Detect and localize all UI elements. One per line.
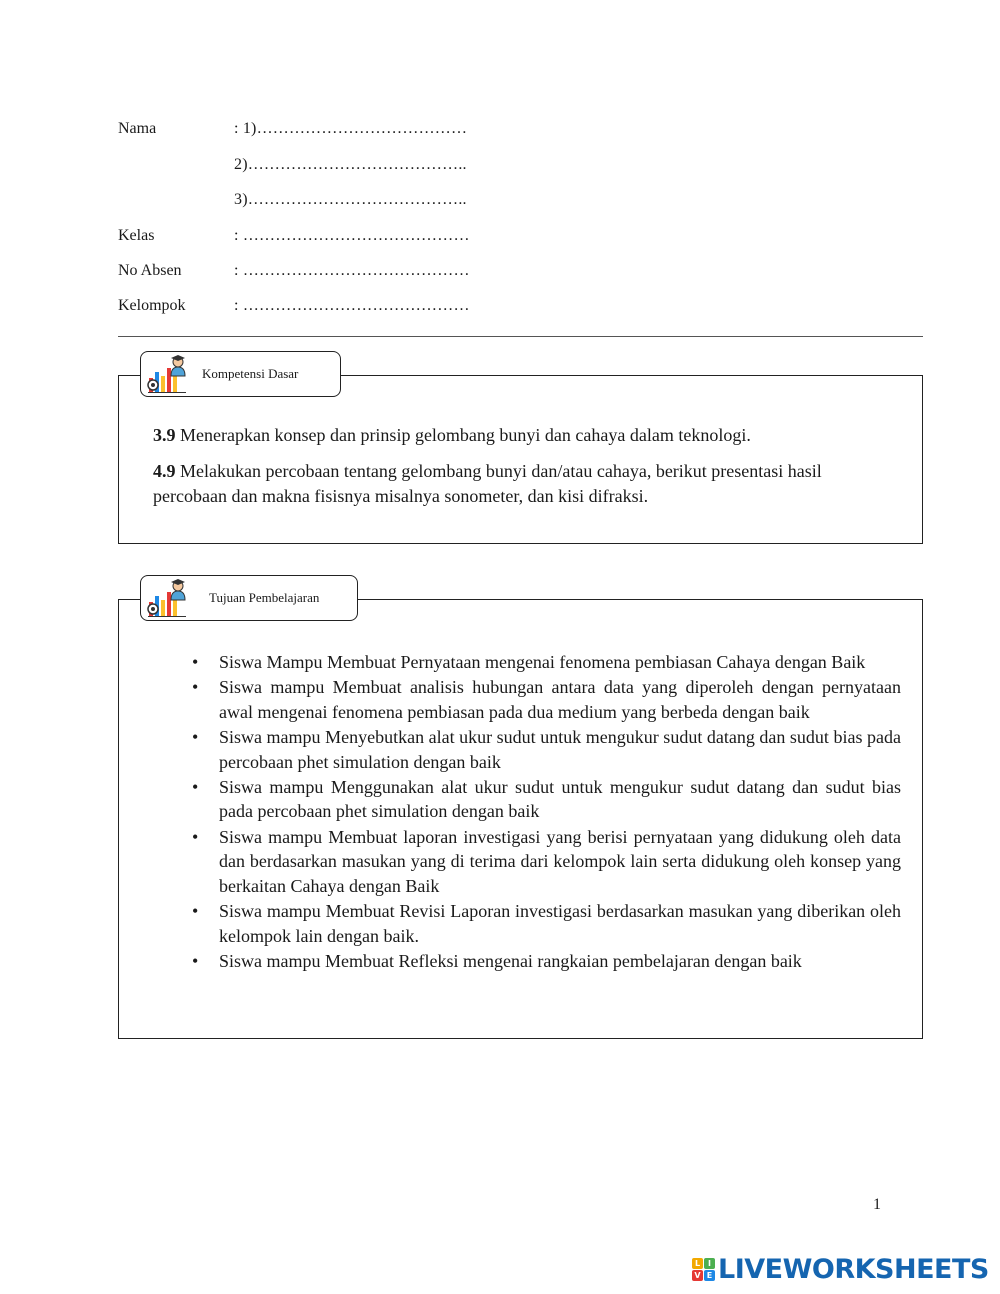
logo-letter: L bbox=[692, 1258, 703, 1269]
bullet-icon: • bbox=[192, 677, 199, 698]
tujuan-pembelajaran-tab bbox=[140, 575, 358, 621]
tujuan-pembelajaran-title: Tujuan Pembelajaran bbox=[209, 590, 320, 605]
bullet-icon: • bbox=[192, 652, 199, 672]
tujuan-list bbox=[191, 650, 901, 974]
kelompok-field[interactable]: : …………………………………… bbox=[234, 297, 470, 314]
bullet-icon: • bbox=[192, 726, 199, 747]
header-divider bbox=[118, 336, 923, 337]
kelompok-label: Kelompok bbox=[118, 297, 186, 314]
kompetensi-item-4-9 bbox=[153, 459, 893, 509]
bullet-icon: • bbox=[192, 950, 199, 971]
kompetensi-code: 4.9 bbox=[153, 461, 176, 481]
bullet-icon: • bbox=[192, 776, 199, 797]
kompetensi-dasar-box bbox=[118, 375, 923, 544]
nama-label: Nama bbox=[118, 120, 157, 137]
teacher-chart-icon bbox=[147, 354, 187, 394]
liveworksheets-logo[interactable] bbox=[692, 1254, 989, 1284]
tujuan-pembelajaran-box bbox=[118, 599, 923, 1039]
kompetensi-dasar-title: Kompetensi Dasar bbox=[202, 366, 299, 381]
teacher-chart-icon bbox=[147, 578, 187, 618]
kompetensi-text: Menerapkan konsep dan prinsip gelombang bunyi dan cahaya dalam teknologi. bbox=[175, 425, 751, 445]
no-absen-label: No Absen bbox=[118, 262, 182, 279]
kompetensi-item-3-9 bbox=[153, 423, 893, 448]
kelas-label: Kelas bbox=[118, 227, 155, 244]
kompetensi-dasar-tab bbox=[140, 351, 341, 397]
nama-field-3[interactable]: 3)………………………………….. bbox=[234, 191, 467, 208]
nama-field-2[interactable]: 2)………………………………….. bbox=[234, 156, 467, 173]
kelas-field[interactable]: : …………………………………… bbox=[234, 227, 470, 244]
liveworksheets-logo-icon bbox=[692, 1258, 715, 1281]
nama-field-1[interactable]: : 1)………………………………… bbox=[234, 120, 468, 137]
kompetensi-text: Melakukan percobaan tentang gelombang bunyi dan/atau cahaya, berikut presentasi hasil percobaan dan makna fisisnya misalnya sonometer, dan kisi difraksi. bbox=[153, 461, 822, 506]
bullet-icon: • bbox=[192, 826, 199, 847]
kompetensi-code: 3.9 bbox=[153, 425, 176, 445]
page-number: 1 bbox=[873, 1196, 881, 1213]
list-item: • Siswa mampu Membuat Revisi Laporan investigasi berdasarkan masukan yang diberikan oleh kelompok lain dengan baik. bbox=[192, 900, 901, 946]
no-absen-field[interactable]: : …………………………………… bbox=[234, 262, 470, 279]
logo-letter: I bbox=[704, 1258, 715, 1269]
list-item: • Siswa mampu Menyebutkan alat ukur sudut untuk mengukur sudut datang dan sudut bias pada percobaan phet simulation dengan baik bbox=[192, 726, 901, 772]
list-item: • Siswa mampu Membuat analisis hubungan antara data yang diperoleh dengan pernyataan awal mengenai fenomena pembiasan pada dua medium yang berbeda dengan baik bbox=[192, 677, 901, 722]
logo-letter: V bbox=[692, 1270, 703, 1281]
brand-text: LIVEWORKSHEETS bbox=[718, 1253, 989, 1285]
list-item: • Siswa mampu Membuat laporan investigasi yang berisi pernyataan yang didukung oleh data dan berdasarkan masukan yang di terima dari kelompok lain serta didukung oleh konsep yang berkaitan Cahaya dengan Baik bbox=[192, 826, 901, 896]
bullet-icon: • bbox=[192, 900, 199, 921]
list-item: • Siswa mampu Membuat Refleksi mengenai rangkaian pembelajaran dengan baik bbox=[191, 949, 901, 974]
list-item: • Siswa Mampu Membuat Pernyataan mengenai fenomena pembiasan Cahaya dengan Baik bbox=[191, 650, 901, 675]
logo-letter: E bbox=[704, 1270, 715, 1281]
list-item: • Siswa mampu Menggunakan alat ukur sudut untuk mengukur sudut datang dan sudut bias pada percobaan phet simulation dengan baik bbox=[192, 776, 901, 822]
